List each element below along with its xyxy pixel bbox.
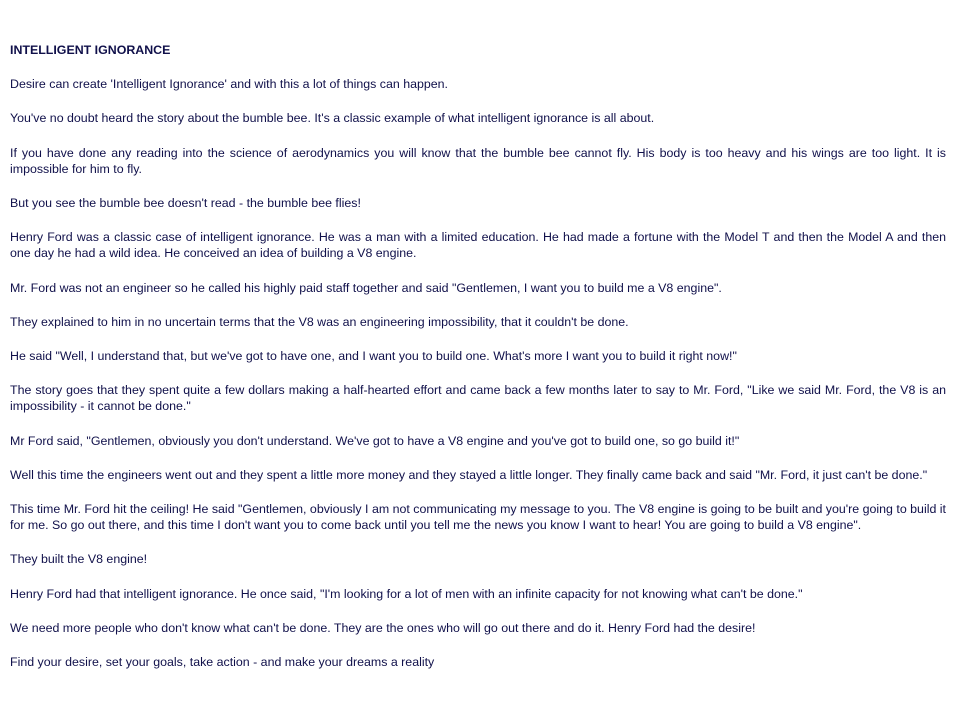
paragraph-engineers-explained: They explained to him in no uncertain terms that the V8 was an engineering impossibility, that it couldn't be done. [10, 314, 629, 329]
paragraph-v8-built: They built the V8 engine! [10, 552, 148, 567]
article-title: INTELLIGENT IGNORANCE [10, 43, 171, 57]
paragraph-henry-ford: Henry Ford was a classic case of intelligent ignorance. He was a man with a limited education. He had made a fortune with the Model T and then the Model A and then one day he had a wild idea. He conceived an idea of building a V8 engine. [10, 230, 946, 261]
paragraph-need-more-people: We need more people who don't know what can't be done. They are the ones who will go out there and do it. Henry Ford had the desire! [10, 620, 756, 635]
article [10, 42, 946, 670]
paragraph-bee-flies: But you see the bumble bee doesn't read - the bumble bee flies! [10, 196, 361, 211]
paragraph-intro: Desire can create 'Intelligent Ignorance' and with this a lot of things can happen. [10, 77, 448, 92]
paragraph-aerodynamics: If you have done any reading into the science of aerodynamics you will know that the bumble bee cannot fly. His body is too heavy and his wings are too light. It is impossible for him to fly. [10, 145, 946, 176]
paragraph-half-hearted-effort: The story goes that they spent quite a few dollars making a half-hearted effort and came back a few months later to say to Mr. Ford, "Like we said Mr. Ford, the V8 is an impossibility - it cannot be done." [10, 383, 946, 414]
paragraph-ford-request: Mr. Ford was not an engineer so he called his highly paid staff together and said "Gentlemen, I want you to build me a V8 engine". [10, 280, 722, 295]
paragraph-engineers-return: Well this time the engineers went out and they spent a little more money and they stayed a little longer. They finally came back and said "Mr. Ford, it just can't be done." [10, 467, 928, 482]
paragraph-bumble-bee-story: You've no doubt heard the story about the bumble bee. It's a classic example of what intelligent ignorance is all about. [10, 111, 655, 126]
paragraph-ford-insists: He said "Well, I understand that, but we've got to have one, and I want you to build one. What's more I want you to build it right now!" [10, 349, 737, 364]
paragraph-closing: Find your desire, set your goals, take action - and make your dreams a reality [10, 655, 435, 670]
paragraph-ford-hits-ceiling: This time Mr. Ford hit the ceiling! He said "Gentlemen, obviously I am not communicating my message to you. The V8 engine is going to be built and you're going to build it for me. So go out there, and this time I don't want you to come back until you tell me the news you know I want to hear! You are going to build a V8 engine". [10, 502, 946, 533]
paragraph-ford-quote: Henry Ford had that intelligent ignorance. He once said, "I'm looking for a lot of men with an infinite capacity for not knowing what can't be done." [10, 586, 803, 601]
paragraph-go-build-it: Mr Ford said, "Gentlemen, obviously you don't understand. We've got to have a V8 engine and you've got to build one, so go build it!" [10, 433, 740, 448]
